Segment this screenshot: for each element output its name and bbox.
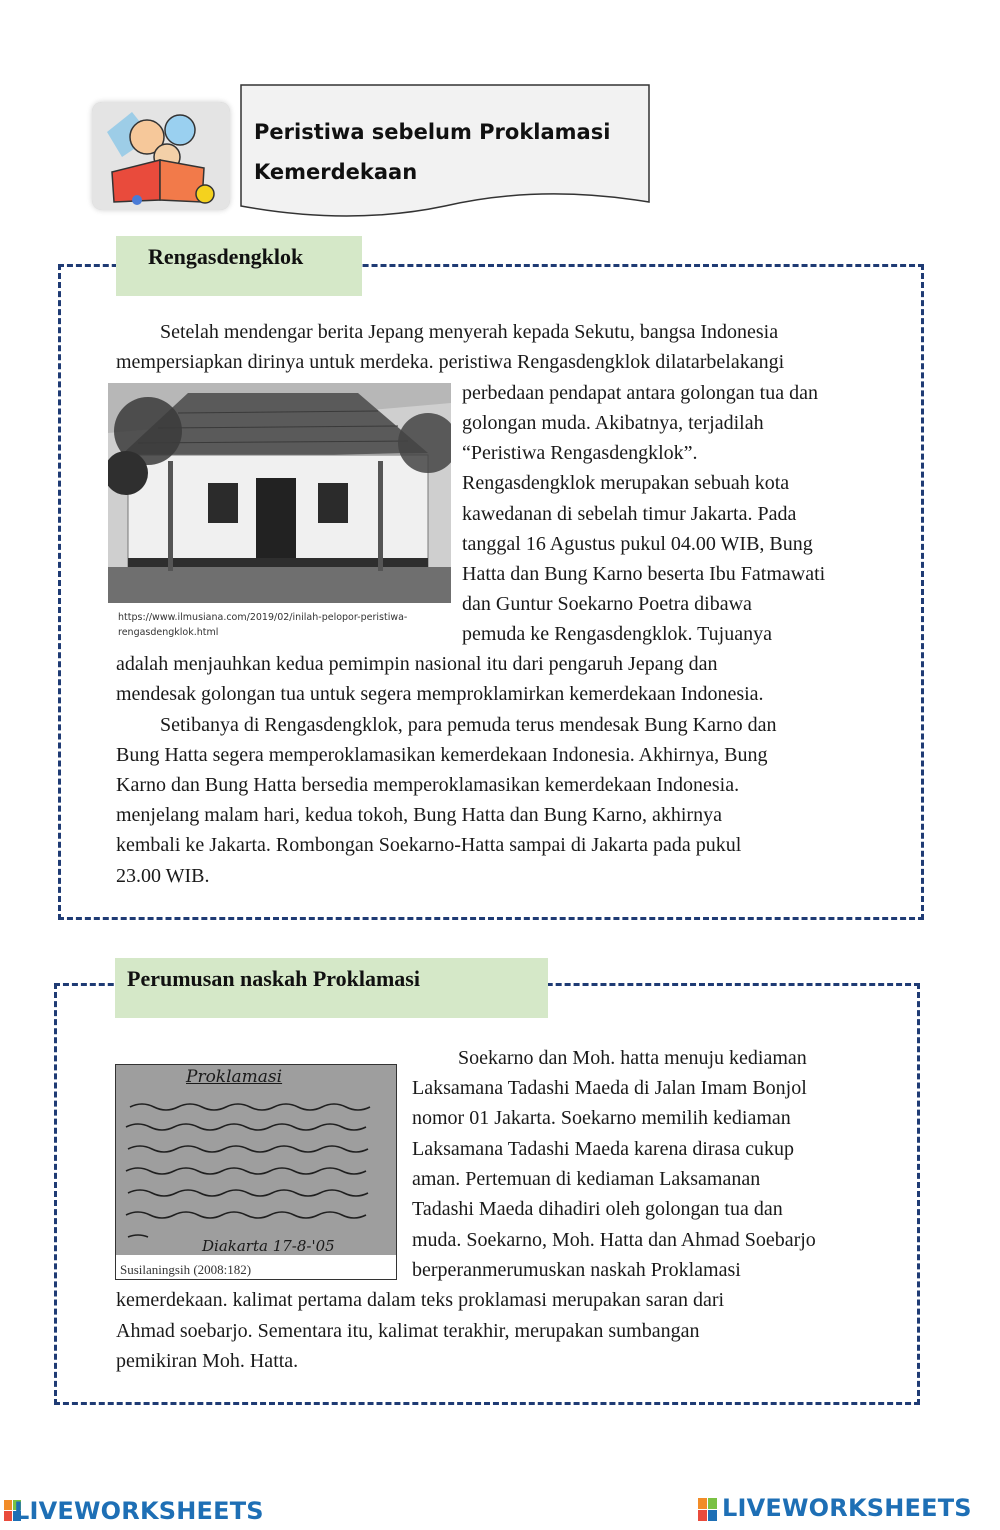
paragraph-line: “Peristiwa Rengasdengklok”.	[462, 442, 698, 464]
paragraph-line: Ahmad soebarjo. Sementara itu, kalimat terakhir, merupakan sumbangan	[116, 1320, 700, 1342]
paragraph-line: tanggal 16 Agustus pukul 04.00 WIB, Bung	[462, 533, 813, 555]
paragraph-line: Laksamana Tadashi Maeda karena dirasa cukup	[412, 1138, 794, 1160]
paragraph-line: kembali ke Jakarta. Rombongan Soekarno-Hatta sampai di Jakarta pada pukul	[116, 834, 742, 856]
caption-line: https://www.ilmusiana.com/2019/02/inilah-pelopor-peristiwa-	[118, 612, 408, 623]
manuscript-date: Diakarta 17-8-'05	[202, 1237, 335, 1255]
paragraph-line: muda. Soekarno, Moh. Hatta dan Ahmad Soebarjo	[412, 1229, 816, 1251]
paragraph-line: kawedanan di sebelah timur Jakarta. Pada	[462, 503, 797, 525]
rengasdengklok-house-photo	[108, 383, 451, 603]
photo-source-caption	[118, 610, 448, 640]
kids-reading-book-icon	[92, 102, 230, 210]
paragraph-line: Setibanya di Rengasdengklok, para pemuda terus mendesak Bung Karno dan	[160, 714, 777, 736]
paragraph-line: mempersiapkan dirinya untuk merdeka. peristiwa Rengasdengklok dilatarbelakangi	[116, 351, 785, 373]
paragraph-line: 23.00 WIB.	[116, 865, 210, 887]
section-heading: Rengasdengklok	[148, 244, 304, 269]
paragraph-line: pemikiran Moh. Hatta.	[116, 1350, 299, 1372]
paragraph-line: nomor 01 Jakarta. Soekarno memilih kediaman	[412, 1107, 791, 1129]
paragraph-line: adalah menjauhkan kedua pemimpin nasional itu dari pengaruh Jepang dan	[116, 653, 718, 675]
manuscript-title: Proklamasi	[186, 1067, 283, 1087]
paragraph-line: Laksamana Tadashi Maeda di Jalan Imam Bonjol	[412, 1077, 807, 1099]
paragraph-line: mendesak golongan tua untuk segera memproklamirkan kemerdekaan Indonesia.	[116, 683, 764, 705]
paragraph-line: golongan muda. Akibatnya, terjadilah	[462, 412, 764, 434]
paragraph-line: Karno dan Bung Hatta bersedia memperoklamasikan kemerdekaan Indonesia.	[116, 774, 740, 796]
section-heading: Perumusan naskah Proklamasi	[127, 966, 420, 991]
paragraph-line: berperanmerumuskan naskah Proklamasi	[412, 1259, 741, 1281]
page-title	[254, 112, 634, 192]
liveworksheets-logo-icon	[698, 1498, 718, 1527]
proclamation-manuscript-photo	[115, 1064, 397, 1280]
paragraph-line: Rengasdengklok merupakan sebuah kota	[462, 472, 790, 494]
section-perumusan-tab	[115, 958, 548, 1018]
caption-line: rengasdengklok.html	[118, 627, 219, 638]
paragraph-line: Tadashi Maeda dihadiri oleh golongan tua dan	[412, 1198, 783, 1220]
footer-brand-right: LIVEWORKSHEETS	[722, 1494, 972, 1522]
paragraph-line: Soekarno dan Moh. hatta menuju kediaman	[458, 1047, 807, 1069]
paragraph-line: aman. Pertemuan di kediaman Laksamanan	[412, 1168, 761, 1190]
paragraph-line: menjelang malam hari, kedua tokoh, Bung Hatta dan Bung Karno, akhirnya	[116, 804, 722, 826]
header-logo	[92, 102, 230, 210]
paragraph-line: kemerdekaan. kalimat pertama dalam teks proklamasi merupakan saran dari	[116, 1289, 725, 1311]
footer-brand-left: LIVEWORKSHEETS	[14, 1497, 264, 1525]
title-banner	[240, 84, 650, 220]
paragraph-line: perbedaan pendapat antara golongan tua dan	[462, 382, 818, 404]
title-line-2: Kemerdekaan	[254, 160, 418, 184]
paragraph-line: Setelah mendengar berita Jepang menyerah kepada Sekutu, bangsa Indonesia	[160, 321, 779, 343]
manuscript-source-caption: Susilaningsih (2008:182)	[120, 1262, 252, 1277]
paragraph-line: pemuda ke Rengasdengklok. Tujuanya	[462, 623, 772, 645]
paragraph-line: dan Guntur Soekarno Poetra dibawa	[462, 593, 752, 615]
title-line-1: Peristiwa sebelum Proklamasi	[254, 120, 611, 144]
paragraph-line: Hatta dan Bung Karno beserta Ibu Fatmawati	[462, 563, 826, 585]
paragraph-line: Bung Hatta segera memperoklamasikan kemerdekaan Indonesia. Akhirnya, Bung	[116, 744, 768, 766]
section-rengasdengklok-tab	[116, 236, 362, 296]
